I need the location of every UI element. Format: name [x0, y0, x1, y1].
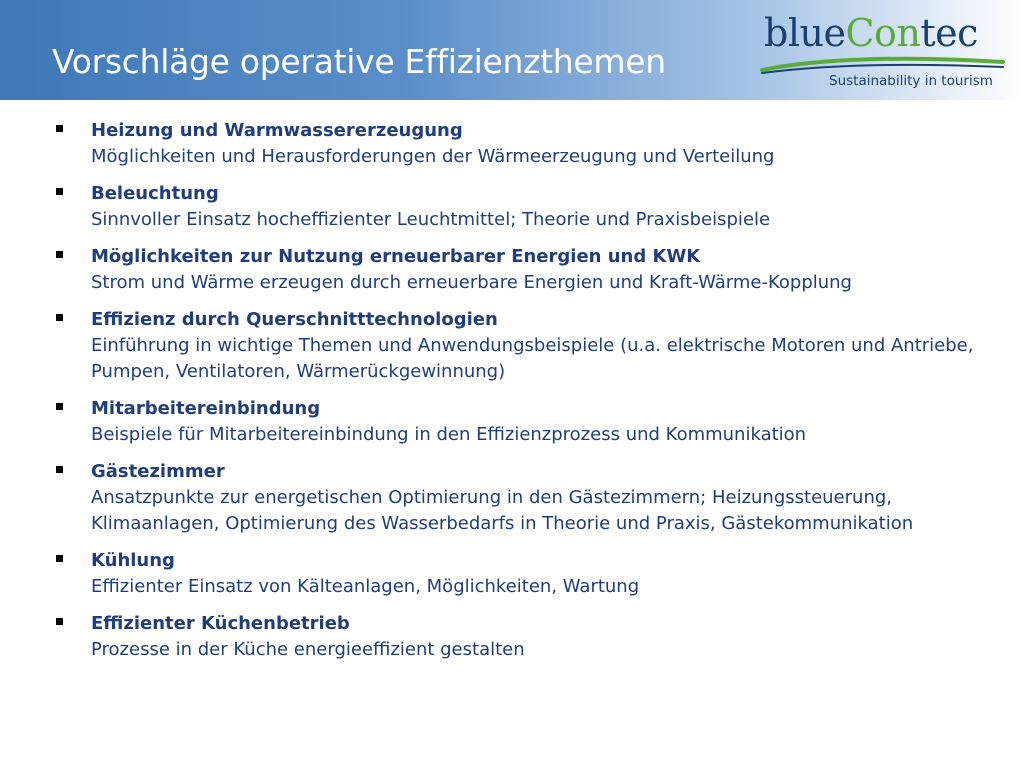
- bullet-icon: [56, 251, 63, 258]
- list-item: [56, 118, 976, 170]
- bullet-icon: [56, 466, 63, 473]
- item-description: Strom und Wärme erzeugen durch erneuerbare Energien und Kraft-Wärme-Kopplung: [91, 272, 852, 293]
- item-title: Heizung und Warmwassererzeugung: [91, 120, 463, 141]
- bullet-icon: [56, 555, 63, 562]
- logo-word-part3: tec: [920, 11, 978, 55]
- item-description: Möglichkeiten und Herausforderungen der Wärmeerzeugung und Verteilung: [91, 146, 775, 167]
- item-description: Beispiele für Mitarbeitereinbindung in den Effizienzprozess und Kommunikation: [91, 424, 807, 445]
- logo-word-part1: blue: [764, 11, 846, 55]
- logo-swoosh-icon: [760, 54, 1005, 74]
- item-description: Ansatzpunkte zur energetischen Optimierung in den Gästezimmern; Heizungssteuerung, Klimaanlagen, Optimierung des Wasserbedarfs in Theorie und Praxis, Gästekommunikation: [91, 487, 914, 534]
- logo-tagline: Sustainability in tourism: [829, 73, 993, 89]
- item-title: Möglichkeiten zur Nutzung erneuerbarer Energien und KWK: [91, 246, 701, 267]
- item-title: Beleuchtung: [91, 183, 219, 204]
- list-item: [56, 611, 976, 663]
- item-title: Gästezimmer: [91, 461, 225, 482]
- bullet-icon: [56, 125, 63, 132]
- logo-word-part2: Con: [845, 11, 921, 55]
- item-description: Effizienter Einsatz von Kälteanlagen, Möglichkeiten, Wartung: [91, 576, 640, 597]
- item-title: Kühlung: [91, 550, 175, 571]
- item-title: Mitarbeitereinbindung: [91, 398, 321, 419]
- list-item: [56, 244, 976, 296]
- item-title: Effizienz durch Querschnitttechnologien: [91, 309, 498, 330]
- topic-list: [56, 118, 976, 674]
- item-description: Sinnvoller Einsatz hocheffizienter Leuchtmittel; Theorie und Praxisbeispiele: [91, 209, 771, 230]
- bullet-icon: [56, 618, 63, 625]
- logo-wordmark: [764, 11, 978, 55]
- bullet-icon: [56, 314, 63, 321]
- bullet-icon: [56, 188, 63, 195]
- list-item: [56, 548, 976, 600]
- item-title: Effizienter Küchenbetrieb: [91, 613, 350, 634]
- bluecontec-logo: [760, 11, 1010, 94]
- item-description: Prozesse in der Küche energieeffizient gestalten: [91, 639, 525, 660]
- list-item: [56, 181, 976, 233]
- list-item: [56, 307, 976, 385]
- list-item: [56, 459, 976, 537]
- item-description: Einführung in wichtige Themen und Anwendungsbeispiele (u.a. elektrische Motoren und Antriebe, Pumpen, Ventilatoren, Wärmerückgewinnung): [91, 335, 974, 382]
- list-item: [56, 396, 976, 448]
- bullet-icon: [56, 403, 63, 410]
- page-title: Vorschläge operative Effizienzthemen: [52, 42, 666, 81]
